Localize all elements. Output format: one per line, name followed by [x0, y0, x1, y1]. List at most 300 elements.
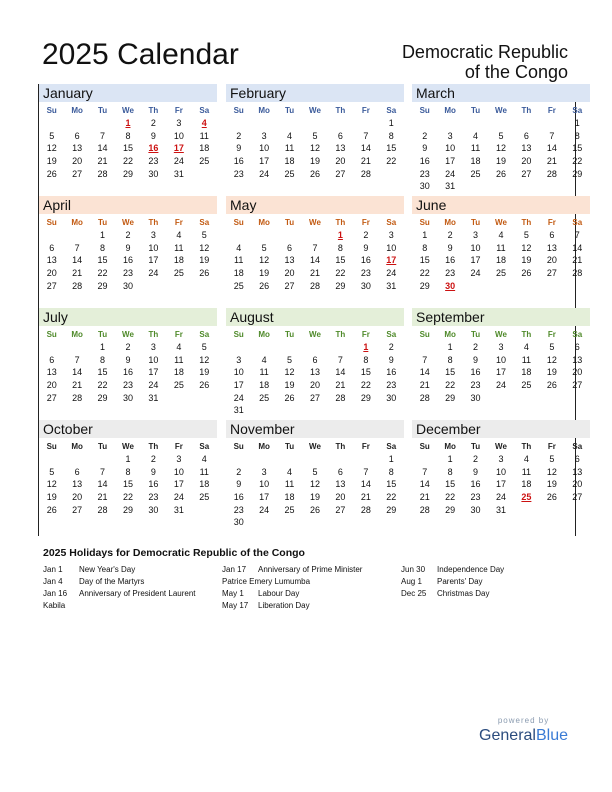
day-cell: 16: [233, 156, 244, 167]
holiday-name: Independence Day: [437, 565, 505, 574]
day-cell: 27: [335, 168, 346, 179]
day-cell: 26: [46, 504, 57, 515]
day-cell: 6: [74, 130, 80, 141]
empty-day-cell: [437, 117, 462, 130]
weekday-header: Fr: [547, 217, 556, 227]
empty-day-cell: [353, 117, 378, 130]
day-cell: 26: [495, 168, 506, 179]
day-cell: 27: [572, 492, 583, 503]
day-cell: 24: [495, 492, 506, 503]
day-cell: 9: [125, 242, 131, 253]
weekday-header: Mo: [444, 329, 456, 339]
empty-day-cell: [379, 404, 404, 417]
day-cell: 7: [363, 466, 369, 477]
day-cell: 5: [549, 454, 555, 465]
day-cell: 24: [173, 156, 184, 167]
day-cell: 8: [337, 242, 343, 253]
day-cell: 7: [549, 130, 555, 141]
day-cell: 1: [125, 454, 131, 465]
day-cell: 19: [309, 156, 320, 167]
day-cell: 17: [445, 156, 456, 167]
day-cell: 13: [521, 143, 532, 154]
empty-day-cell: [328, 453, 353, 466]
weekday-header: Su: [419, 217, 430, 227]
empty-day-cell: [302, 404, 327, 417]
day-cell: 2: [125, 342, 131, 353]
day-cell: 26: [46, 168, 57, 179]
weekday-header: Sa: [199, 217, 210, 227]
weekday-header: Mo: [444, 105, 456, 115]
holiday-name: Christmas Day: [437, 589, 490, 598]
weekday-header: Th: [148, 217, 159, 227]
day-cell: 18: [199, 143, 210, 154]
day-cell: 19: [46, 156, 57, 167]
weekday-header: Fr: [361, 329, 370, 339]
day-cell: 11: [284, 479, 295, 490]
day-cell: 6: [574, 454, 580, 465]
brand-name-part-2: Blue: [535, 727, 568, 744]
day-cell: 29: [572, 168, 583, 179]
weekday-header: We: [309, 105, 321, 115]
empty-day-cell: [192, 391, 217, 404]
day-cell: 12: [199, 354, 210, 365]
weekday-header: We: [309, 329, 321, 339]
holiday-date: Jan 4: [43, 577, 63, 586]
day-cell: 10: [470, 242, 481, 253]
day-cell: 19: [284, 380, 295, 391]
month-days-table: [412, 439, 590, 516]
weekday-header: Fr: [361, 105, 370, 115]
day-cell: 17: [148, 367, 159, 378]
day-cell: 22: [97, 268, 108, 279]
day-cell: 21: [546, 156, 557, 167]
empty-day-cell: [141, 279, 166, 292]
empty-day-cell: [277, 404, 302, 417]
day-cell: 11: [496, 242, 506, 253]
day-cell: 8: [363, 354, 369, 365]
empty-day-cell: [302, 117, 327, 130]
day-cell: 13: [284, 255, 295, 266]
day-cell: 23: [233, 504, 244, 515]
weekday-header: Sa: [199, 329, 210, 339]
holiday-date: Jan 16: [43, 589, 68, 598]
day-cell: 8: [125, 130, 131, 141]
day-cell: 20: [572, 479, 583, 490]
weekday-header: Mo: [71, 217, 83, 227]
day-cell: 22: [360, 380, 371, 391]
day-cell: 16: [445, 255, 456, 266]
day-cell: 14: [72, 367, 83, 378]
day-cell: 28: [97, 504, 108, 515]
day-cell: 14: [335, 367, 346, 378]
weekday-header: Tu: [97, 329, 108, 339]
day-cell: 1: [100, 230, 106, 241]
day-cell: 12: [284, 367, 295, 378]
day-cell: 27: [546, 268, 557, 279]
weekday-header: We: [122, 329, 134, 339]
day-cell: 23: [470, 380, 481, 391]
day-cell: 19: [199, 255, 210, 266]
day-cell: 26: [284, 392, 295, 403]
day-cell: 6: [337, 130, 343, 141]
day-cell: 18: [259, 380, 270, 391]
empty-day-cell: [64, 229, 89, 242]
day-cell: 5: [549, 342, 555, 353]
country-name: [402, 42, 568, 82]
day-cell: 5: [49, 130, 55, 141]
holidays-column-1: [43, 564, 196, 612]
day-cell: 6: [574, 342, 580, 353]
empty-day-cell: [39, 453, 64, 466]
day-cell: 17: [148, 255, 159, 266]
empty-day-cell: [302, 516, 327, 529]
empty-day-cell: [514, 117, 539, 130]
day-cell: 7: [74, 242, 80, 253]
day-cell: 23: [148, 492, 159, 503]
country-line-1: Democratic Republic: [401, 42, 568, 62]
day-cell: 11: [174, 354, 184, 365]
weekday-header: Fr: [174, 441, 183, 451]
day-cell: 15: [360, 367, 371, 378]
empty-day-cell: [539, 117, 564, 130]
day-cell: 18: [284, 492, 295, 503]
holiday-row: [401, 564, 504, 576]
day-cell: 4: [176, 342, 182, 353]
empty-day-cell: [539, 503, 564, 516]
empty-day-cell: [64, 117, 89, 130]
day-cell: 31: [495, 504, 506, 515]
weekday-header: Mo: [444, 217, 456, 227]
day-cell: 3: [150, 342, 156, 353]
weekday-header: Fr: [547, 441, 556, 451]
day-cell: 28: [72, 392, 83, 403]
day-cell: 9: [447, 242, 453, 253]
empty-day-cell: [412, 341, 437, 354]
day-cell: 9: [125, 354, 131, 365]
weekday-header: Su: [233, 105, 244, 115]
day-cell: 19: [46, 492, 57, 503]
month-days-table: [39, 215, 217, 292]
day-cell: 31: [173, 168, 184, 179]
weekday-header: Tu: [97, 441, 108, 451]
holiday-name: Day of the Martyrs: [79, 577, 145, 586]
holidays-column-3: [401, 564, 504, 600]
day-cell: 26: [199, 268, 210, 279]
day-cell: 27: [335, 504, 346, 515]
weekday-header: We: [495, 217, 507, 227]
day-cell: 24: [259, 504, 270, 515]
day-cell: 14: [546, 143, 557, 154]
weekday-header: Mo: [258, 441, 270, 451]
calendar-grid: [38, 84, 583, 536]
day-cell: 2: [363, 230, 369, 241]
day-cell: 12: [495, 143, 506, 154]
day-cell: 1: [388, 118, 394, 129]
holiday-name: Labour Day: [258, 589, 300, 598]
empty-day-cell: [565, 180, 590, 193]
day-cell: 3: [498, 454, 504, 465]
day-cell: 14: [97, 479, 108, 490]
weekday-header: Su: [419, 441, 430, 451]
day-cell: 16: [148, 479, 159, 490]
day-cell: 21: [419, 380, 430, 391]
holiday-row: [43, 588, 196, 600]
month-june: [412, 196, 590, 308]
day-cell: 27: [521, 168, 532, 179]
empty-day-cell: [463, 279, 488, 292]
day-cell: 8: [125, 466, 131, 477]
day-cell: 26: [546, 380, 557, 391]
weekday-header: Mo: [258, 105, 270, 115]
day-cell: 5: [201, 342, 207, 353]
holiday-name: New Year's Day: [79, 565, 136, 574]
day-cell: 29: [97, 392, 108, 403]
weekday-header: Su: [46, 217, 57, 227]
weekday-header: We: [122, 217, 134, 227]
day-cell: 12: [46, 143, 57, 154]
day-cell: 7: [100, 130, 106, 141]
empty-day-cell: [277, 341, 302, 354]
day-cell: 4: [523, 342, 529, 353]
month-name: October: [39, 420, 217, 438]
day-cell: 4: [261, 354, 267, 365]
day-cell: 29: [445, 504, 456, 515]
day-cell: 9: [363, 242, 369, 253]
day-cell: 9: [422, 143, 428, 154]
day-cell: 6: [337, 466, 343, 477]
day-cell: 9: [236, 143, 242, 154]
day-cell: 10: [148, 242, 159, 253]
weekday-header: Sa: [199, 441, 210, 451]
empty-day-cell: [166, 279, 191, 292]
day-cell: 2: [473, 454, 479, 465]
day-cell: 4: [287, 466, 293, 477]
empty-day-cell: [64, 453, 89, 466]
day-cell: 19: [521, 255, 532, 266]
weekday-header: Th: [335, 105, 346, 115]
day-cell: 22: [419, 268, 430, 279]
day-cell: 2: [150, 454, 156, 465]
empty-day-cell: [39, 341, 64, 354]
empty-day-cell: [488, 391, 513, 404]
day-cell: 12: [309, 143, 320, 154]
day-cell: 26: [521, 268, 532, 279]
month-february: [226, 84, 404, 196]
day-cell: 8: [447, 354, 453, 365]
day-cell: 26: [259, 280, 270, 291]
day-cell: 19: [495, 156, 506, 167]
day-cell: 19: [546, 479, 557, 490]
empty-day-cell: [379, 516, 404, 529]
day-cell: 17: [259, 156, 270, 167]
empty-day-cell: [353, 516, 378, 529]
weekday-header: Mo: [258, 217, 270, 227]
day-cell: 12: [199, 242, 210, 253]
day-cell: 13: [546, 242, 557, 253]
day-cell: 4: [523, 454, 529, 465]
month-name: March: [412, 84, 590, 102]
day-cell: 23: [122, 380, 133, 391]
holiday-row: [43, 576, 196, 588]
empty-day-cell: [328, 516, 353, 529]
day-cell: 23: [470, 492, 481, 503]
day-cell: 1: [447, 454, 453, 465]
empty-day-cell: [539, 279, 564, 292]
empty-day-cell: [463, 117, 488, 130]
weekday-header: We: [495, 105, 507, 115]
empty-day-cell: [251, 453, 276, 466]
day-cell: 2: [388, 342, 394, 353]
day-cell: 25: [233, 280, 244, 291]
month-name: November: [226, 420, 404, 438]
day-cell: 27: [72, 504, 83, 515]
holidays-column-2: [222, 564, 362, 612]
weekday-header: Sa: [572, 105, 583, 115]
month-days-table: [39, 439, 217, 516]
day-cell: 26: [309, 504, 320, 515]
month-name: May: [226, 196, 404, 214]
day-cell: 13: [309, 367, 320, 378]
holiday-row: [401, 576, 504, 588]
empty-day-cell: [488, 279, 513, 292]
day-cell: 30: [470, 392, 481, 403]
day-cell: 25: [173, 268, 184, 279]
day-cell: 8: [447, 466, 453, 477]
day-cell: 7: [100, 466, 106, 477]
day-cell: 16: [122, 255, 133, 266]
day-cell: 3: [176, 454, 182, 465]
day-cell: 22: [97, 380, 108, 391]
day-cell: 17: [173, 479, 184, 490]
empty-day-cell: [328, 341, 353, 354]
day-cell: 23: [360, 268, 371, 279]
day-cell: 22: [572, 156, 583, 167]
day-cell: 18: [521, 367, 532, 378]
day-cell: 4: [473, 130, 479, 141]
weekday-header: Sa: [572, 329, 583, 339]
day-cell: 11: [521, 354, 532, 365]
day-cell: 10: [495, 354, 506, 365]
country-line-2: of the Congo: [464, 62, 568, 82]
day-cell: 15: [386, 143, 397, 154]
day-cell: 28: [360, 168, 371, 179]
weekday-header: Fr: [547, 329, 556, 339]
weekday-header: Su: [233, 217, 244, 227]
day-cell: 18: [173, 367, 184, 378]
empty-day-cell: [226, 117, 251, 130]
month-name: July: [39, 308, 217, 326]
weekday-header: We: [122, 105, 134, 115]
day-cell: 24: [233, 392, 244, 403]
weekday-header: Su: [419, 329, 430, 339]
empty-day-cell: [539, 391, 564, 404]
weekday-header: Fr: [361, 441, 370, 451]
weekday-header: We: [309, 217, 321, 227]
day-cell: 28: [572, 268, 583, 279]
day-cell: 29: [419, 280, 430, 291]
day-cell: 20: [46, 268, 57, 279]
holiday-row: [43, 564, 196, 576]
day-cell: 24: [173, 492, 184, 503]
month-name: December: [412, 420, 590, 438]
day-cell: 21: [360, 492, 371, 503]
day-cell: 14: [360, 479, 371, 490]
day-cell: 6: [49, 242, 55, 253]
day-cell: 15: [97, 367, 108, 378]
day-cell: 30: [148, 504, 159, 515]
month-name: September: [412, 308, 590, 326]
day-cell: 5: [49, 466, 55, 477]
day-cell: 10: [259, 143, 270, 154]
day-cell: 11: [521, 466, 532, 477]
day-cell: 25: [521, 380, 532, 391]
day-cell: 20: [72, 492, 83, 503]
day-cell: 30: [419, 181, 430, 192]
month-name: January: [39, 84, 217, 102]
holiday-day-cell: 25: [521, 492, 532, 503]
day-cell: 13: [72, 143, 83, 154]
day-cell: 5: [201, 230, 207, 241]
weekday-header: Tu: [284, 329, 295, 339]
day-cell: 4: [176, 230, 182, 241]
day-cell: 25: [199, 156, 210, 167]
month-days-table: [226, 439, 404, 529]
day-cell: 28: [309, 280, 320, 291]
day-cell: 13: [572, 466, 583, 477]
day-cell: 13: [46, 367, 57, 378]
day-cell: 24: [259, 168, 270, 179]
day-cell: 2: [473, 342, 479, 353]
day-cell: 5: [312, 466, 318, 477]
day-cell: 18: [470, 156, 481, 167]
day-cell: 2: [422, 130, 428, 141]
day-cell: 18: [521, 479, 532, 490]
day-cell: 10: [173, 466, 184, 477]
weekday-header: Tu: [284, 105, 295, 115]
holiday-name: Parents' Day: [437, 577, 483, 586]
day-cell: 9: [473, 354, 479, 365]
day-cell: 14: [419, 367, 430, 378]
empty-day-cell: [251, 341, 276, 354]
day-cell: 24: [470, 268, 481, 279]
empty-day-cell: [90, 453, 115, 466]
day-cell: 3: [388, 230, 394, 241]
day-cell: 9: [236, 479, 242, 490]
day-cell: 9: [150, 130, 156, 141]
day-cell: 28: [72, 280, 83, 291]
weekday-header: Fr: [547, 105, 556, 115]
day-cell: 19: [309, 492, 320, 503]
empty-day-cell: [192, 167, 217, 180]
weekday-header: Tu: [470, 217, 481, 227]
empty-day-cell: [226, 229, 251, 242]
empty-day-cell: [39, 229, 64, 242]
day-cell: 30: [148, 168, 159, 179]
generalblue-logo: [479, 716, 568, 745]
day-cell: 25: [199, 492, 210, 503]
day-cell: 8: [100, 242, 106, 253]
day-cell: 10: [386, 242, 397, 253]
month-name: February: [226, 84, 404, 102]
day-cell: 1: [447, 342, 453, 353]
day-cell: 20: [46, 380, 57, 391]
weekday-header: Su: [419, 105, 430, 115]
weekday-header: Tu: [97, 105, 108, 115]
day-cell: 24: [386, 268, 397, 279]
day-cell: 10: [259, 479, 270, 490]
day-cell: 15: [122, 479, 133, 490]
weekday-header: Sa: [199, 105, 210, 115]
